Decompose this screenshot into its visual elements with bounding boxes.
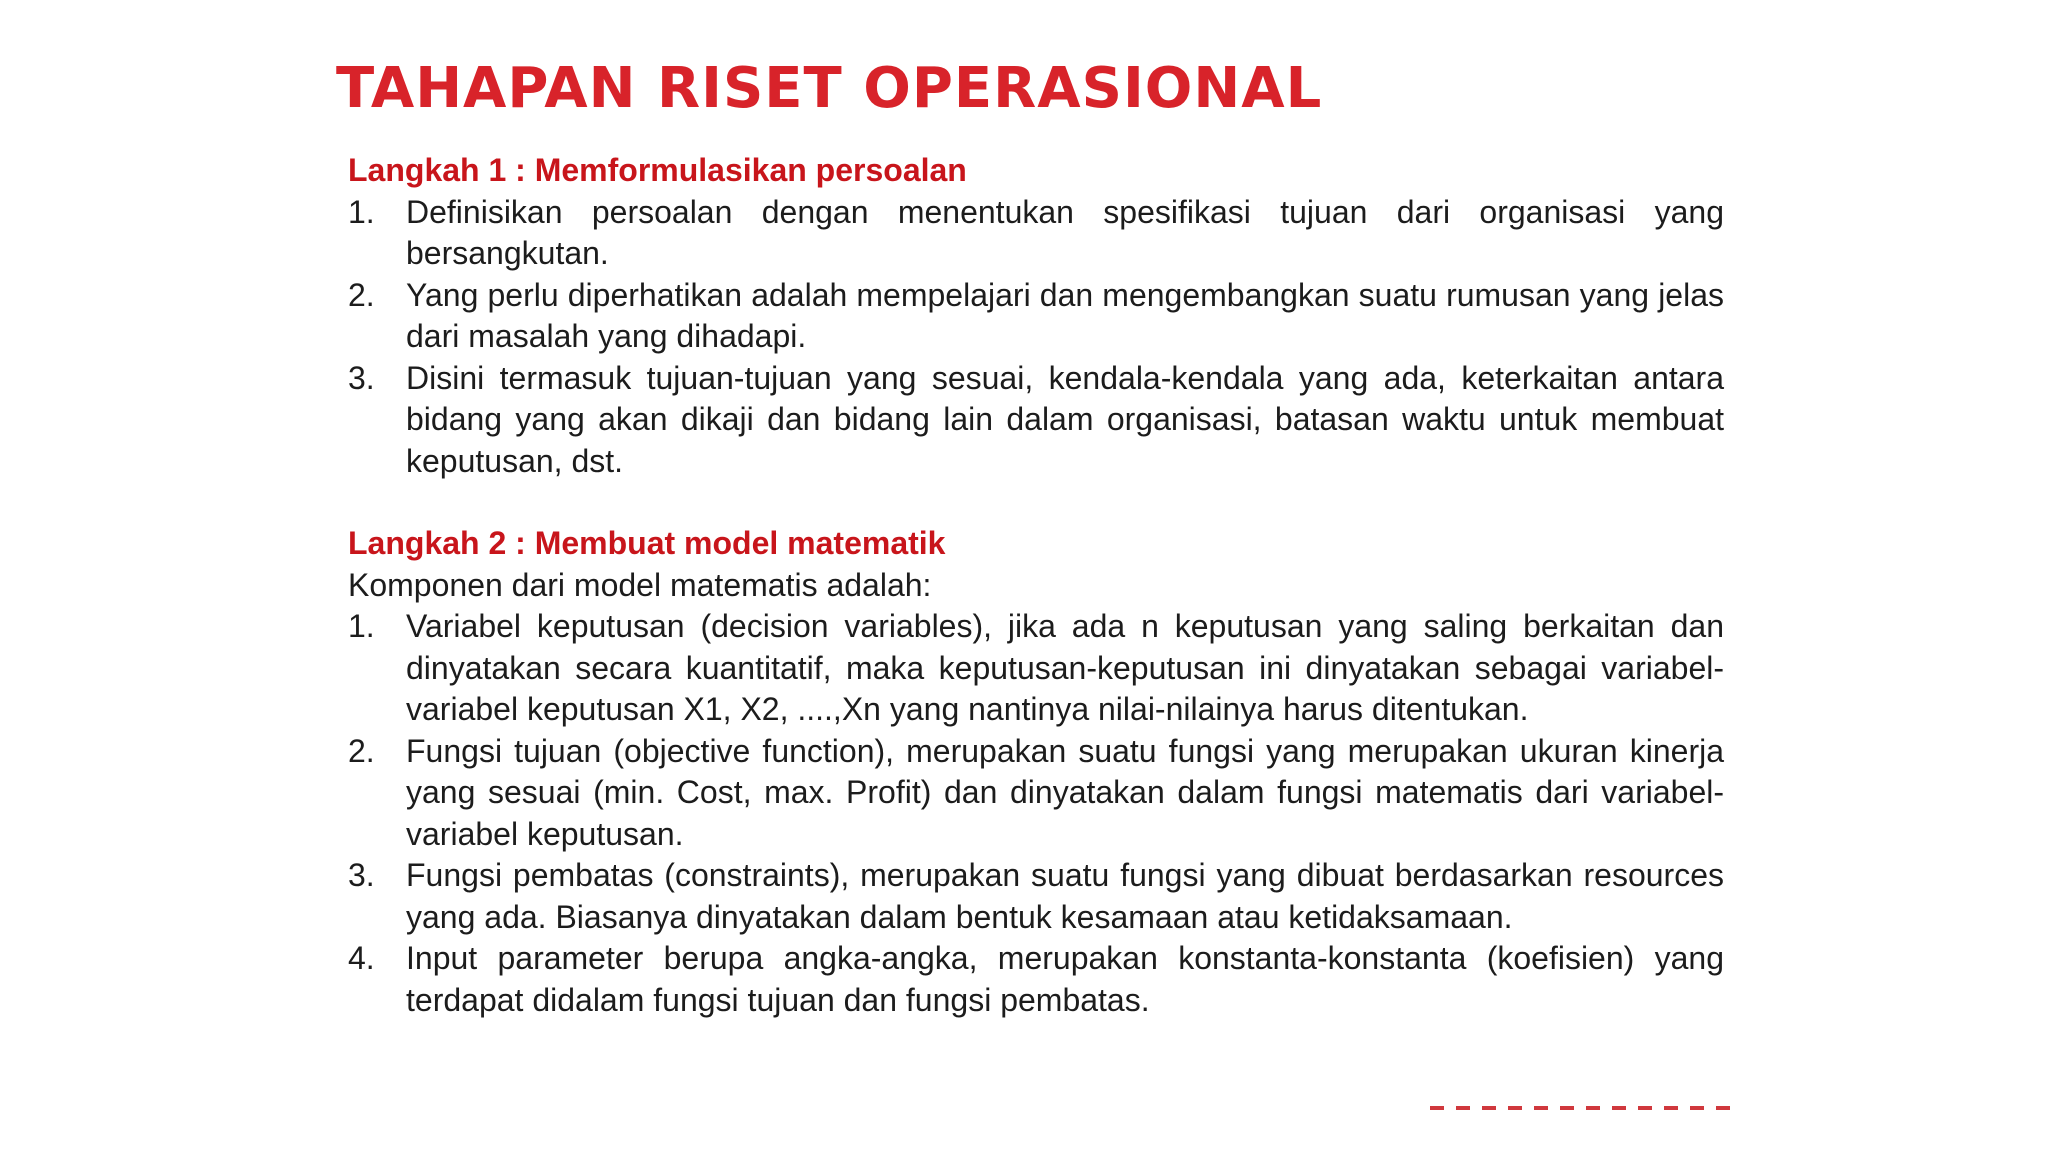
list-item-text: Variabel keputusan (decision variables), jika ada n keputusan yang saling berkaitan dan dinyatakan secara kuantitatif, maka keputusan-keputusan ini dinyatakan sebagai variabel-variabel keputusan X1, X2, ....,Xn yang nantinya nilai-nilainya harus ditentukan. [406,608,1724,727]
list-item [348,192,1724,275]
list-item [348,275,1724,358]
cropped-text-fragment [1430,1104,1730,1112]
list-item [348,358,1724,483]
list-item-number: 2. [348,732,375,769]
section-spacer [348,482,1724,523]
list-item-text: Disini termasuk tujuan-tujuan yang sesuai, kendala-kendala yang ada, keterkaitan antara bidang yang akan dikaji dan bidang lain dalam organisasi, batasan waktu untuk membuat keputusan, dst. [406,359,1724,479]
list-item-number: 2. [348,276,375,313]
list-item [348,606,1724,731]
list-item-text: Yang perlu diperhatikan adalah mempelajari dan mengembangkan suatu rumusan yang jelas dari masalah yang dihadapi. [406,276,1724,354]
list-item-number: 4. [348,940,375,976]
list-item-number: 1. [348,193,375,230]
page-title: TAHAPAN RISET OPERASIONAL [336,56,1323,121]
step2-heading: Langkah 2 : Membuat model matematik [348,525,946,561]
step1-list [348,192,1724,483]
list-item-text: Input parameter berupa angka-angka, merupakan konstanta-konstanta (koefisien) yang terdapat didalam fungsi tujuan dan fungsi pembatas. [406,940,1724,1018]
list-item-number: 1. [348,608,375,644]
step1-heading: Langkah 1 : Memformulasikan persoalan [348,152,967,188]
step2-list [348,606,1724,1021]
list-item-text: Fungsi tujuan (objective function), merupakan suatu fungsi yang merupakan ukuran kinerja yang sesuai (min. Cost, max. Profit) dan dinyatakan dalam fungsi matematis dari variabel-variabel keputusan. [406,732,1724,852]
list-item-text: Fungsi pembatas (constraints), merupakan suatu fungsi yang dibuat berdasarkan resources yang ada. Biasanya dinyatakan dalam bentuk kesamaan atau ketidaksamaan. [406,857,1724,935]
step2-intro: Komponen dari model matematis adalah: [348,566,932,603]
list-item [348,855,1724,938]
list-item-number: 3. [348,857,375,893]
list-item [348,731,1724,856]
document-content [348,150,1724,1021]
list-item [348,938,1724,1021]
list-item-number: 3. [348,359,375,396]
list-item-text: Definisikan persoalan dengan menentukan spesifikasi tujuan dari organisasi yang bersangkutan. [406,193,1724,271]
